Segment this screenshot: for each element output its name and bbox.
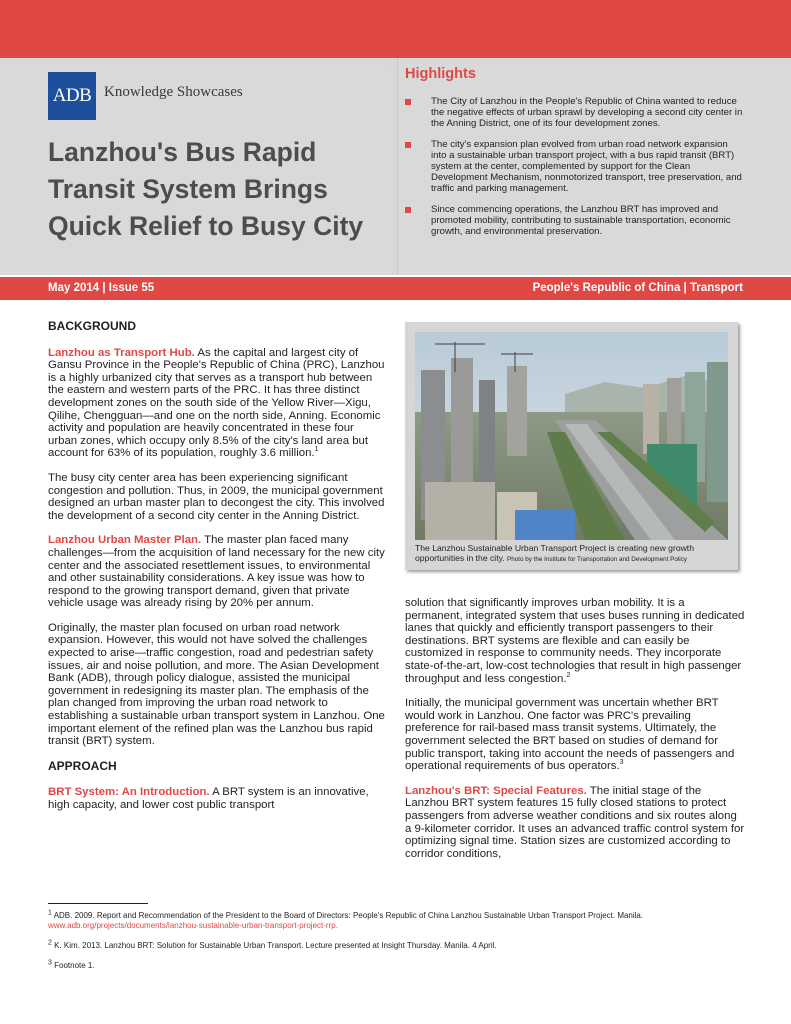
- paragraph: The busy city center area has been experiencing significant congestion and pollution. Thus, in 2009, the municipal government designed an urban master plan to decongest the city. This involved the development of a second city center in the Anning District.: [48, 471, 385, 522]
- paragraph-lead: Lanzhou's BRT: Special Features.: [405, 784, 587, 797]
- background-heading: BACKGROUND: [48, 319, 136, 333]
- adb-logo[interactable]: ADB: [48, 72, 96, 120]
- photo-credit: Photo by the Institute for Transportation and Development Policy: [507, 556, 687, 563]
- paragraph-lead: Lanzhou as Transport Hub.: [48, 346, 195, 359]
- paragraph: Originally, the master plan focused on urban road network expansion. However, this would not have solved the challenges expected to arise—traffic congestion, road and pedestrian safety issues, air and noise pollution, and more. The Asian Development Bank (ADB), through policy dialogue, assisted the municipal government in redesigning its master plan. The emphasis of the plan changed from improving the urban road network to establishing a sustainable urban transport system in Lanzhou. One important element of the refined plan was the Lanzhou bus rapid transit (BRT) system.: [48, 621, 385, 748]
- approach-heading: APPROACH: [48, 758, 117, 773]
- paragraph: BRT System: An Introduction. A BRT system is an innovative, high capacity, and lower cost public transport: [48, 786, 369, 811]
- highlights-heading: Highlights: [405, 66, 476, 82]
- paragraph-lead: BRT System: An Introduction.: [48, 786, 210, 799]
- highlight-item: The City of Lanzhou in the People's Republic of China wanted to reduce the negative effects of urban sprawl by developing a second city center in the Anning District, one of its four development zones.: [405, 96, 745, 129]
- footnote-ref[interactable]: 3: [619, 759, 624, 767]
- footnotes: [48, 911, 748, 981]
- footnote-link[interactable]: www.adb.org/projects/documents/lanzhou-sustainable-urban-transport-project-rrp.: [48, 921, 338, 930]
- highlight-item: Since commencing operations, the Lanzhou BRT has improved and promoted mobility, contributing to sustainable transportation, economic growth, and environmental preservation.: [405, 204, 745, 237]
- issue-date: May 2014 | Issue 55: [48, 282, 155, 294]
- paragraph: Lanzhou's BRT: Special Features. The initial stage of the Lanzhou BRT system features 15 fully closed stations to protect passengers from adverse weather conditions and six routes along a 9-kilometer corridor. It uses an advanced traffic control system for optimizing signal time. Station sizes are customized according to corridor conditions,: [405, 784, 745, 860]
- square-bullet-icon: [405, 142, 411, 148]
- left-column: [48, 320, 385, 824]
- footnote-divider: [48, 903, 148, 904]
- city-photo: [415, 332, 728, 540]
- issue-topic: People's Republic of China | Transport: [532, 282, 743, 294]
- highlight-item: The city's expansion plan evolved from urban road network expansion into a sustainable urban transport project, with a bus rapid transit (BRT) system at the center, complemented by support for the Clean Development Mechanism, nonmotorized transport, tree preservation, and traffic and parking management.: [405, 139, 745, 194]
- paragraph: Initially, the municipal government was uncertain whether BRT would work in Lanzhou. One factor was PRC's prevailing preference for rail-based mass transit systems. Ultimately, the government selected the BRT based on studies of demand for public transport, taking into account the needs of passengers and operational requirements of bus operators.$^3$: [405, 697, 735, 773]
- photo-frame: [405, 322, 738, 570]
- header-panel: [0, 58, 791, 275]
- footnote-1: $^1$ ADB. 2009. Report and Recommendation of the President to the Board of Directors: People's Republic of China Lanzhou Sustainable Urban Transport Project. Manila. www.adb.org/projects/documents/lanzhou-sustainable-urban-transport-project-rrp.: [48, 909, 644, 930]
- footnote-ref[interactable]: 2: [566, 671, 571, 679]
- square-bullet-icon: [405, 99, 411, 105]
- footnote-2: $^2$ K. Kim. 2013. Lanzhou BRT: Solution for Sustainable Urban Transport. Lecture presented at Insight Thursday. Manila. 4 April.: [48, 939, 497, 950]
- footnote-ref[interactable]: 1: [314, 446, 319, 454]
- paragraph: Lanzhou Urban Master Plan. The master plan faced many challenges—from the acquisition of land necessary for the new city center and the associated resettlement issues, to environmental and other sustainability considerations. A key issue was how to respond to the growing transport demand, given that private vehicle usage was already rising by 20% per annum.: [48, 534, 385, 610]
- highlights-list: [405, 96, 745, 247]
- paragraph: Lanzhou as Transport Hub. As the capital and largest city of Gansu Province in the People's Republic of China (PRC), Lanzhou is a highly urbanized city that serves as a transport hub between the eastern and western parts of the PRC. It has three distinct development zones on the south side of the Yellow River—Xigu, Qilihe, Chengguan—and one on the north side, Anning. Economic activity and population are heavily concentrated in these four urban zones, which occupy only 8.5% of the city's land area but account for 63% of its population, roughly 3.6 million.$^1$: [48, 346, 385, 460]
- square-bullet-icon: [405, 207, 411, 213]
- issue-bar: [0, 277, 791, 300]
- top-red-band: [0, 0, 791, 58]
- photo-caption: The Lanzhou Sustainable Urban Transport Project is creating new growth opportunities in the city. Photo by the Institute for Transportation and Development Policy: [415, 543, 694, 563]
- right-column: [405, 597, 745, 872]
- paragraph-lead: Lanzhou Urban Master Plan.: [48, 534, 202, 547]
- city-skyline-image: [415, 332, 728, 540]
- footnote-3: $^3$ Footnote 1.: [48, 959, 95, 970]
- paragraph: solution that significantly improves urban mobility. It is a permanent, integrated system that uses buses running in dedicated lanes that quickly and efficiently transport passengers to their destinations. BRT systems are flexible and can easily be customized in response to community needs. They incorporate state-of-the-art, low-cost technologies that result in high passenger throughput and less congestion.$^2$: [405, 597, 745, 685]
- brand-name: Knowledge Showcases: [104, 84, 243, 100]
- page-title: Lanzhou's Bus Rapid Transit System Brings Quick Relief to Busy City: [48, 137, 364, 241]
- header-divider: [397, 58, 398, 275]
